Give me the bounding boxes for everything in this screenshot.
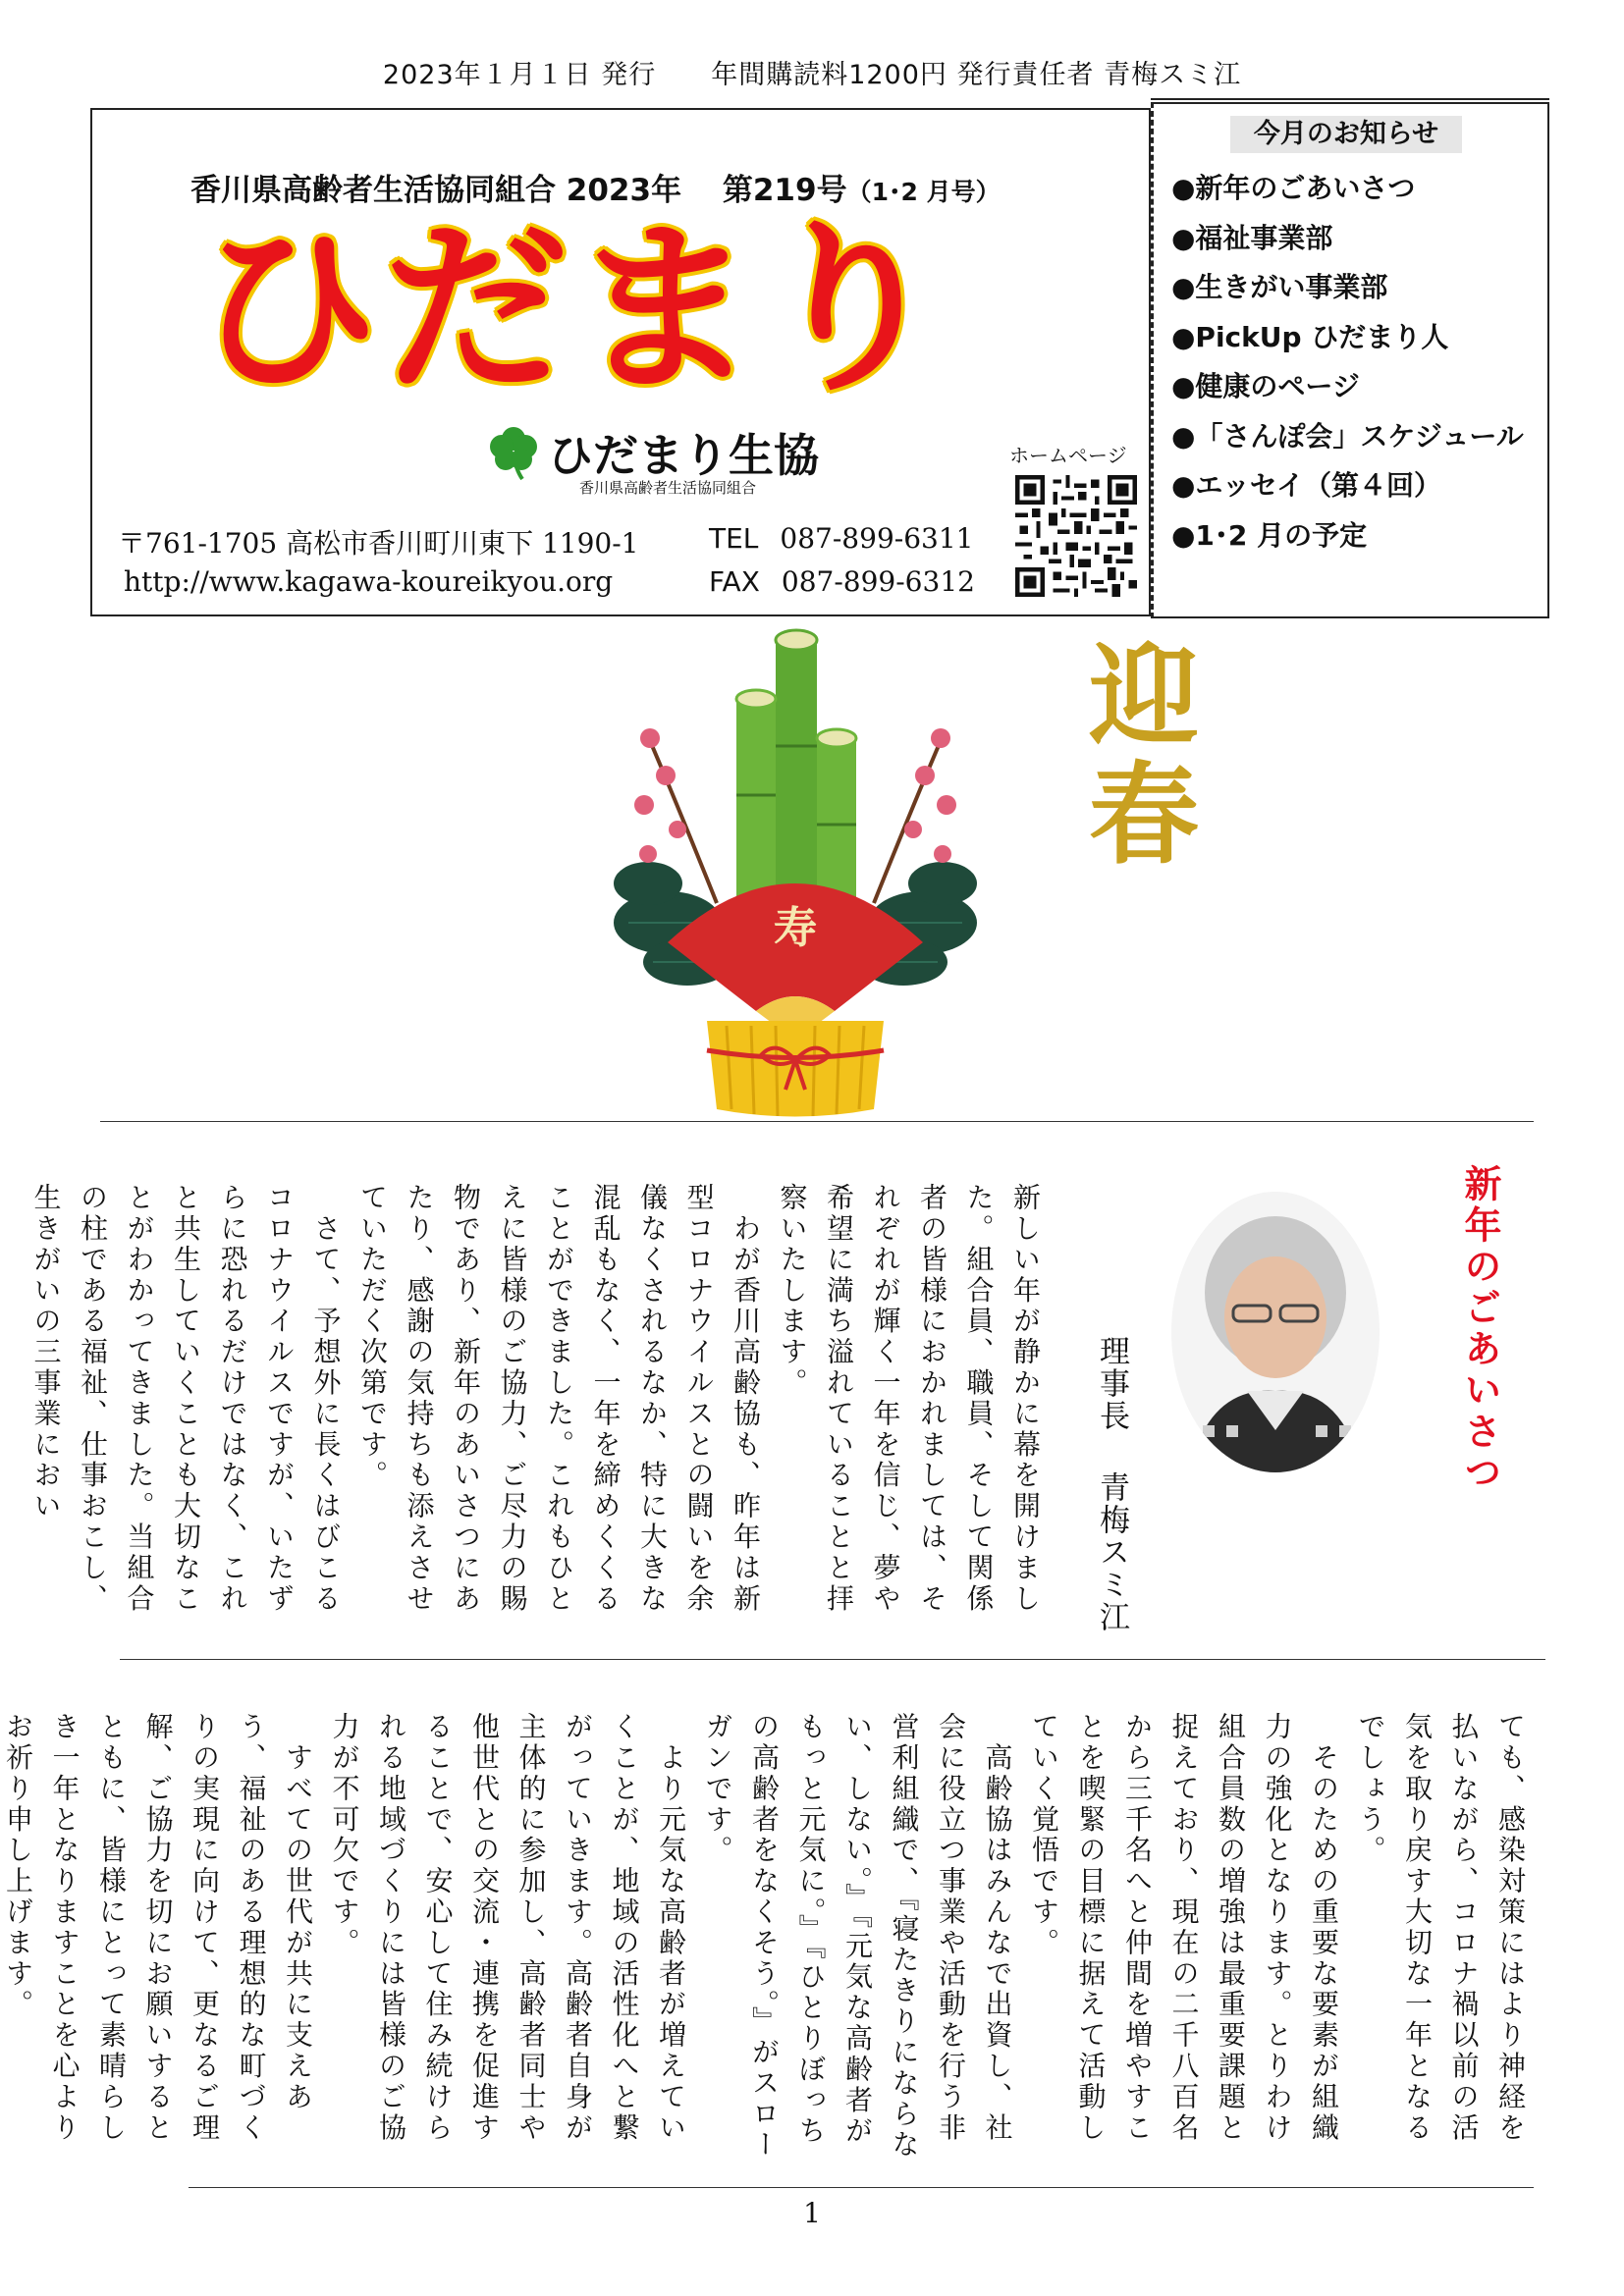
list-item: ●健康のページ [1171,370,1360,402]
author-role: 理事長 [1094,1335,1129,1432]
page-number: 1 [803,2197,821,2229]
article-title: 新年のごあいさつ [1458,1164,1502,1494]
chairperson-portrait [1168,1190,1382,1474]
fax-label: FAX [709,565,760,598]
website-url: http://www.kagawa-koureikyou.org [124,565,614,598]
address: 〒761-1705 高松市香川町川東下 1190-1 [118,527,639,560]
clover-icon [483,422,544,483]
coop-logo [469,414,882,497]
footer-rule [189,2187,1534,2188]
masthead [90,108,1151,616]
notice-list [1171,167,1524,563]
list-item: ●「さんぽ会」スケジュール [1171,419,1524,453]
tel-label: TEL [709,522,759,555]
publication-line: 2023年１月１日 発行 年間購読料1200円 発行責任者 青梅スミ江 [382,60,1242,90]
logo-text: ひだまり生協 [548,429,819,482]
notice-box-top-rule [1151,98,1549,100]
homepage-label: ホームページ [1009,444,1127,467]
list-item: ●PickUp ひだまり人 [1171,320,1449,353]
article-body-bottom: ても、感染対策にはより神経を払いながら、コロナ禍以前の活気を取り戻す大切な一年となるでしょう。 そのための重要な要素が組織力の強化となります。とりわけ組合員数の増強は最重要課題と捉えており、現在の二千八百名から三千名へと仲間を増やすことを喫緊の目標に据えて活動していく覚悟です。 高齢協はみんなで出資し、社会に役立つ事業や活動を行う非営利組織で、『寝たきりにならない、しない。』『元気な高齢者がもっと元気に。』『ひとりぼっちの高齢者をなくそう。』がスローガンです。 より元気な高齢者が増えていくことが、地域の活性化へと繋がっていきます。高齢者自身が主体的に参加し、高齢者同士や他世代との交流・連携を促進することで、安心して住み続けられる地域づくりには皆様のご協力が不可欠です。 すべての世代が共に支えあう、福祉のある理想的な町づくりの実現に向けて、更なるご理解、ご協力を切にお願いするとともに、皆様にとって素晴らしき一年となりますことを心よりお祈り申し上げます。 [2,1712,1527,2161]
newsletter-title: ひだまり [195,202,949,417]
fan-kotobuki-text: 寿 [774,903,817,953]
list-item: ●福祉事業部 [1171,221,1333,254]
issue-months: （1･2 月号） [846,178,1001,206]
notice-box [1151,102,1549,618]
fax [709,565,975,598]
geishun-banner: 迎春 [1089,632,1199,880]
tel-number: 087-899-6311 [780,522,974,555]
kadomatsu-illustration [609,628,982,1119]
section-divider [100,1121,1534,1122]
qr-code-icon [1015,475,1137,597]
phone [709,522,973,555]
notice-title: 今月のお知らせ [1230,116,1462,153]
fax-number: 087-899-6312 [781,565,975,598]
logo-subtext: 香川県高齢者生活協同組合 [579,479,757,497]
org-issue: 香川県高齢者生活協同組合 2023年 第219号 [190,173,847,208]
list-item: ●新年のごあいさつ [1171,172,1416,204]
list-item: ●生きがい事業部 [1171,271,1388,303]
list-item: ●エッセイ（第４回） [1171,469,1442,502]
list-item: ●1･2 月の予定 [1171,518,1368,552]
article-author [1090,1335,1134,1649]
author-name: 青梅スミ江 [1094,1471,1129,1633]
column-divider [120,1659,1545,1660]
article-body-top: 新しい年が静かに幕を開けました。組合員、職員、そして関係者の皆様におかれましては、それぞれが輝く一年を信じ、夢や希望に満ち溢れていることと拝察いたします。 わが香川高齢協も、昨年は新型コロナウイルスとの闘いを余儀なくされるなか、特に大きな混乱もなく、一年を締めくくることができました。これもひとえに皆様のご協力、ご尽力の賜物であり、新年のあいさつにあたり、感謝の気持ちも添えさせていただく次第です。 さて、予想外に長くはびこるコロナウイルスですが、いたずらに恐れるだけではなく、これと共生していくことも大切なことがわかってきました。当組合の柱である福祉、仕事おこし、生きがいの三事業におい [29,1183,1042,1615]
